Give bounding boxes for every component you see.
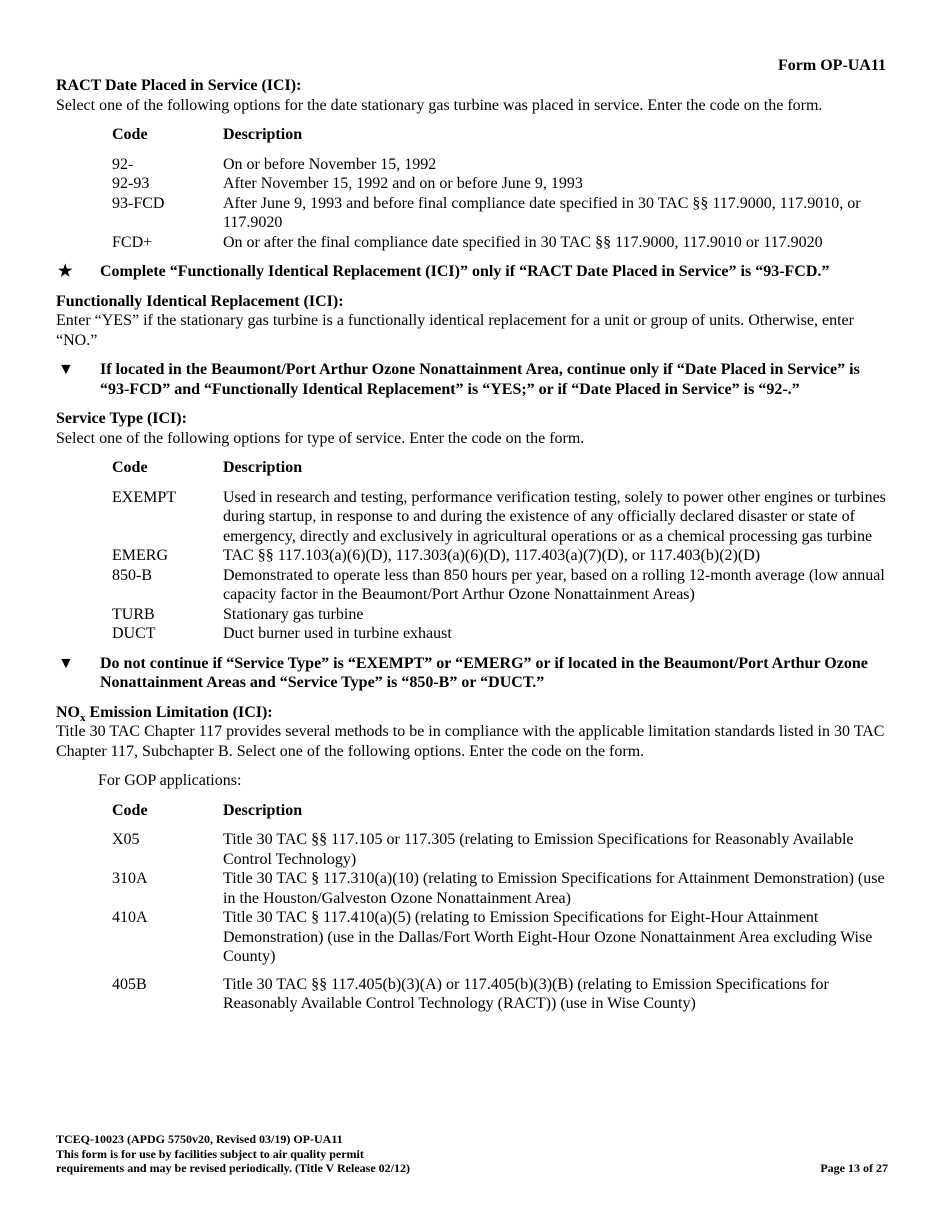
- col-code: Code: [112, 801, 148, 819]
- code-cell: X05: [112, 831, 140, 848]
- desc-cell: TAC §§ 117.103(a)(6)(D), 117.303(a)(6)(D), 117.403(a)(7)(D), or 117.403(b)(2)(D): [223, 547, 761, 564]
- table-header: [112, 115, 890, 155]
- form-id: Form OP-UA11: [778, 57, 886, 74]
- code-cell: 92-: [112, 155, 134, 173]
- ract-intro: Select one of the following options for the date stationary gas turbine was placed in service. Enter the code on the form.: [56, 96, 823, 114]
- table-row: [112, 233, 890, 253]
- desc-cell: Used in research and testing, performance verification testing, solely to power other engines or turbines during startup, in response to and during the existence of any officially declared disaster or state of emergency, directly and exclusively in agricultural operations or as a chemical processing gas turbine: [223, 488, 886, 545]
- triangle-down-icon: ▼: [58, 361, 74, 378]
- nox-intro: Title 30 TAC Chapter 117 provides several methods to be in compliance with the applicable limitation standards listed in 30 TAC Chapter 117, Subchapter B. Select one of the following options. Enter the code on the form.: [56, 723, 885, 760]
- table-row: [112, 546, 890, 566]
- code-cell: EXEMPT: [112, 488, 176, 506]
- table-row: [112, 155, 890, 175]
- col-code: Code: [112, 459, 148, 476]
- desc-cell: Demonstrated to operate less than 850 hours per year, based on a rolling 12-month average (low annual capacity factor in the Beaumont/Port Arthur Ozone Nonattainment Areas): [223, 566, 885, 603]
- table-row: [112, 624, 890, 644]
- code-cell: FCD+: [112, 233, 153, 251]
- nox-heading-prefix: NO: [56, 703, 80, 721]
- note-text: Do not continue if “Service Type” is “EXEMPT” or “EMERG” or if located in the Beaumont/Port Arthur Ozone Nonattainment Areas and “Service Type” is “850-B” or “DUCT.”: [100, 654, 868, 691]
- code-cell: 93-FCD: [112, 194, 165, 212]
- desc-cell: Title 30 TAC §§ 117.105 or 117.305 (relating to Emission Specifications for Reasonably Available Control Technology): [223, 831, 854, 868]
- col-description: Description: [223, 459, 303, 476]
- ract-table: [112, 115, 890, 252]
- table-row: [112, 194, 890, 233]
- service-intro: Select one of the following options for type of service. Enter the code on the form.: [56, 429, 585, 447]
- star-note: [56, 262, 890, 282]
- fir-section: [56, 292, 890, 351]
- desc-cell: After June 9, 1993 and before final compliance date specified in 30 TAC §§ 117.9000, 117.9010, or 117.9020: [223, 194, 861, 231]
- desc-cell: Title 30 TAC § 117.410(a)(5) (relating to Emission Specifications for Eight-Hour Attainment Demonstration) (use in the Dallas/Fort Worth Eight-Hour Ozone Nonattainment Area excluding Wise County): [223, 909, 873, 965]
- star-icon: ★: [58, 263, 73, 280]
- code-cell: TURB: [112, 605, 155, 623]
- code-cell: DUCT: [112, 625, 156, 642]
- desc-cell: After November 15, 1992 and on or before June 9, 1993: [223, 175, 583, 192]
- col-description: Description: [223, 126, 303, 143]
- note-text: Complete “Functionally Identical Replacement (ICI)” only if “RACT Date Placed in Service” is “93-FCD.”: [100, 263, 830, 280]
- desc-cell: Stationary gas turbine: [223, 605, 364, 623]
- triangle-note: [56, 654, 890, 693]
- desc-cell: On or after the final compliance date specified in 30 TAC §§ 117.9000, 117.9010 or 117.9020: [223, 233, 823, 251]
- table-row: [112, 830, 890, 869]
- page-content: [56, 76, 890, 1024]
- nox-heading: [56, 703, 890, 723]
- code-cell: 410A: [112, 909, 148, 926]
- nox-heading-suffix: Emission Limitation (ICI):: [85, 703, 273, 721]
- table-row: [112, 566, 890, 605]
- table-row: [112, 174, 890, 194]
- table-header: [112, 791, 890, 831]
- ract-section: [56, 76, 890, 252]
- fir-text: Enter “YES” if the stationary gas turbine is a functionally identical replacement for a unit or group of units. Otherwise, enter “NO.”: [56, 312, 854, 349]
- code-cell: 850-B: [112, 566, 152, 584]
- table-row: [112, 908, 890, 967]
- desc-cell: Title 30 TAC §§ 117.405(b)(3)(A) or 117.405(b)(3)(B) (relating to Emission Specifications for Reasonably Available Control Technology (RACT)) (use in Wise County): [223, 975, 829, 1012]
- table-header: [112, 448, 890, 488]
- service-heading: Service Type (ICI):: [56, 410, 187, 427]
- fir-heading: Functionally Identical Replacement (ICI):: [56, 292, 344, 310]
- note-text: If located in the Beaumont/Port Arthur Ozone Nonattainment Area, continue only if “Date Placed in Service” is “93-FCD” and “Functionally Identical Replacement” is “YES;” or if “Date Placed in Service” is “92-.”: [100, 361, 860, 398]
- page-number: Page 13 of 27: [820, 1161, 888, 1175]
- triangle-down-icon: ▼: [58, 654, 74, 672]
- desc-cell: Title 30 TAC § 117.310(a)(10) (relating to Emission Specifications for Attainment Demonstration) (use in the Houston/Galveston Ozone Nonattainment Area): [223, 870, 885, 907]
- code-cell: 92-93: [112, 175, 150, 192]
- table-row: [112, 869, 890, 908]
- gop-label: For GOP applications:: [98, 772, 242, 789]
- triangle-note: [56, 360, 890, 399]
- desc-cell: Duct burner used in turbine exhaust: [223, 625, 452, 642]
- footer-info: [56, 1132, 410, 1176]
- service-table: [112, 448, 890, 644]
- table-row: [112, 488, 890, 547]
- nox-heading-sub: x: [80, 711, 86, 724]
- service-section: [56, 409, 890, 644]
- code-cell: EMERG: [112, 547, 168, 564]
- footer-line: TCEQ-10023 (APDG 5750v20, Revised 03/19) OP-UA11: [56, 1132, 343, 1146]
- nox-section: [56, 703, 890, 1014]
- code-cell: 405B: [112, 975, 147, 993]
- desc-cell: On or before November 15, 1992: [223, 155, 437, 173]
- table-row: [112, 967, 890, 1014]
- ract-heading: RACT Date Placed in Service (ICI):: [56, 77, 302, 94]
- col-code: Code: [112, 126, 148, 143]
- footer-line: This form is for use by facilities subject to air quality permit: [56, 1146, 364, 1161]
- footer-line: requirements and may be revised periodically. (Title V Release 02/12): [56, 1161, 410, 1175]
- col-description: Description: [223, 801, 303, 819]
- code-cell: 310A: [112, 870, 148, 887]
- table-row: [112, 605, 890, 625]
- nox-table: [112, 791, 890, 1014]
